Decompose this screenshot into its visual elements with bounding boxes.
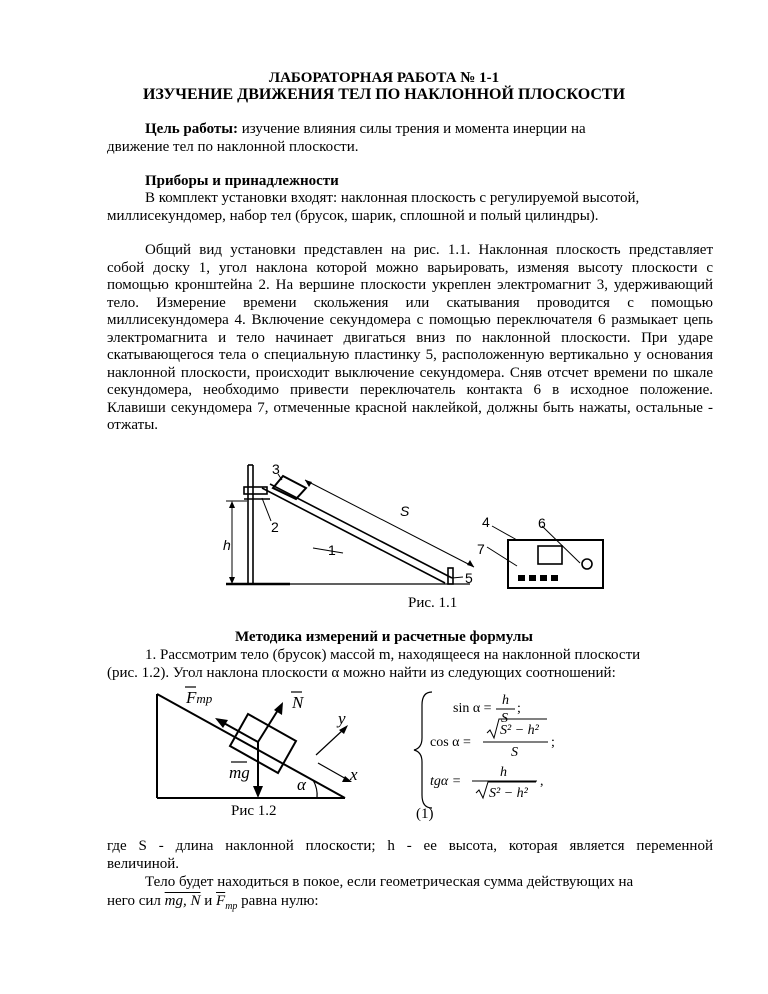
formula-sin-den: S [501, 711, 508, 726]
fig2-normal-label: N [292, 693, 304, 712]
method-heading: Методика измерений и расчетные формулы [234, 629, 534, 645]
lab-subtitle: ИЗУЧЕНИЕ ДВИЖЕНИЯ ТЕЛ ПО НАКЛОННОЙ ПЛОСКОСТИ [142, 86, 626, 103]
fig1-label-h: h [223, 537, 231, 553]
general-view-text: Общий вид установки представлен на рис. 1.1. Наклонная плоскость представляет собой доску 1, угол наклона которой можно варьировать, изменяя высоту плоскости с помощью кронштейна 2. На вершине плоскости укреплен электромагнит 3, удерживающий тело. Измерение времени скольжения или скатывания проводится с помощью миллисекундомера 4. Включение секундомера с помощью переключателя 6 размыкает цепь электромагнита и тело начинает двигаться вниз по наклонной плоскости. При ударе скатывающегося тела о специальную пластинку 5, расположенную вертикально у основания наклонной плоскости, происходит выключение секундомера. Сняв отсчет времени по шкале секундомера, необходимо привести переключатель контакта 6 в исходное положение. Клавиши секундомера 7, отмеченные красной наклейкой, должны быть нажаты, остальные - отжаты. [107, 242, 713, 433]
formula-tg-num: h [500, 765, 507, 780]
rest-line2 [107, 893, 319, 915]
formula-cos-lhs: cos α = [430, 735, 471, 750]
rest-ftr: $\overline{F}$ [216, 893, 226, 909]
formula-cos-den: S [511, 745, 518, 760]
rest-and: и [200, 893, 217, 909]
equipment-line2: миллисекундомер, набор тел (брусок, шарик, сплошной и полый цилиндры). [107, 208, 599, 224]
goal-text-1: изучение влияния силы трения и момента инерции на [237, 121, 586, 137]
fig1-label-s: S [400, 503, 410, 519]
figure1-caption: Рис. 1.1 [408, 595, 458, 611]
fig1-label-5: 5 [465, 570, 473, 586]
rest-ftr-sub: тр [225, 901, 238, 912]
formula-sin-sep: ; [517, 701, 521, 716]
where-line1: где S - длина наклонной плоскости; h - ее высота, которая является переменной [107, 838, 713, 854]
formula-number: (1) [416, 806, 434, 822]
equipment-line1: В комплект установки входят: наклонная плоскость с регулируемой высотой, [145, 190, 640, 206]
formula-tg-sep: , [540, 774, 544, 789]
fig1-label-3: 3 [272, 461, 280, 477]
fig2-alpha-label: α [297, 775, 306, 794]
formula-cos-sep: ; [551, 735, 555, 750]
rest-line1: Тело будет находиться в покое, если геометрическая сумма действующих на [145, 874, 634, 890]
figure2-caption: Рис 1.2 [231, 803, 277, 819]
goal-line2: движение тел по наклонной плоскости. [107, 139, 359, 155]
method-line2: (рис. 1.2). Угол наклона плоскости α можно найти из следующих соотношений: [107, 665, 616, 681]
formula-sin-lhs: sin α = [453, 701, 492, 716]
fig2-mg-label: mg [229, 763, 250, 782]
rest-line2-a: него сил [107, 893, 165, 909]
formula-sin-num: h [502, 693, 509, 708]
where-line2: величиной. [107, 856, 180, 872]
fig2-x-axis-label: x [350, 765, 358, 784]
formula-tg-den: S² − h² [489, 786, 528, 801]
method-line1: 1. Рассмотрим тело (брусок) массой m, находящееся на наклонной плоскости [145, 647, 641, 663]
fig1-label-7: 7 [477, 541, 485, 557]
rest-line2-b: равна нулю: [237, 893, 319, 909]
formula-cos-num: S² − h² [500, 723, 539, 738]
fig2-friction-sub: тр [196, 691, 213, 706]
rest-forces: mg, N [164, 893, 201, 909]
fig1-label-4: 4 [482, 514, 490, 530]
fig2-friction-f: F [186, 688, 197, 707]
fig1-label-2: 2 [271, 519, 279, 535]
fig2-y-axis-label: y [338, 709, 346, 728]
equipment-heading: Приборы и принадлежности [145, 173, 339, 189]
goal-label: Цель работы: [145, 121, 238, 137]
fig1-label-1: 1 [328, 542, 336, 558]
fig1-label-6: 6 [538, 515, 546, 531]
formula-tg-lhs: tgα = [430, 774, 462, 789]
lab-title: ЛАБОРАТОРНАЯ РАБОТА № 1-1 [268, 70, 500, 86]
